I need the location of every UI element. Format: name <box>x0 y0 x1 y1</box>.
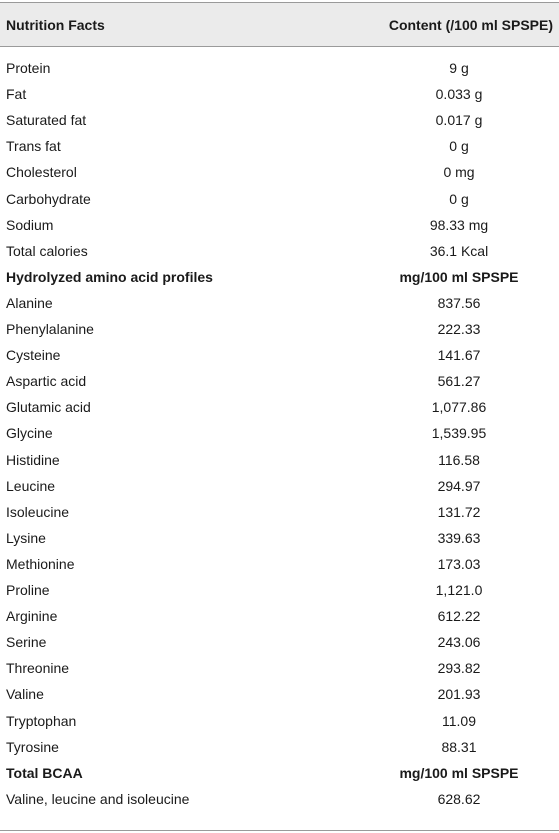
table-bottom-rule <box>0 830 559 831</box>
table-row <box>0 342 559 368</box>
row-label: Alanine <box>6 294 53 311</box>
table-row <box>0 420 559 446</box>
table-row <box>0 551 559 577</box>
row-value: 293.82 <box>437 660 481 677</box>
table-row <box>0 499 559 525</box>
table-row <box>0 603 559 629</box>
row-label: Serine <box>6 634 47 651</box>
table-row <box>0 473 559 499</box>
row-value: 9 g <box>449 60 469 76</box>
row-value: 131.72 <box>437 503 481 520</box>
row-value: 0.017 g <box>435 112 483 129</box>
row-label: Threonine <box>6 660 70 677</box>
row-label: Cholesterol <box>6 164 77 181</box>
table-row <box>0 81 559 107</box>
row-label: Total calories <box>6 242 88 259</box>
row-value: 1,121.0 <box>435 582 483 598</box>
section-header-row <box>0 760 559 786</box>
table-row <box>0 708 559 734</box>
table-row <box>0 394 559 420</box>
row-label: Total BCAA <box>6 764 83 781</box>
header-content: Content (/100 ml SPSPE) <box>388 16 553 33</box>
row-label: Cysteine <box>6 347 61 364</box>
row-label: Histidine <box>6 451 60 468</box>
row-value: 561.27 <box>437 373 481 390</box>
row-value: 837.56 <box>437 294 481 311</box>
row-label: Proline <box>6 582 50 598</box>
row-label: Phenylalanine <box>6 321 94 337</box>
table-row <box>0 734 559 760</box>
table-row <box>0 681 559 707</box>
row-label: Isoleucine <box>6 503 70 520</box>
table-row <box>0 655 559 681</box>
table-row <box>0 316 559 342</box>
row-label: Sodium <box>6 216 54 233</box>
section-header-row <box>0 264 559 290</box>
row-value: 612.22 <box>437 608 481 625</box>
table-row <box>0 368 559 394</box>
row-value: 294.97 <box>437 477 481 494</box>
row-label: Trans fat <box>6 138 61 155</box>
row-label: Valine, leucine and isoleucine <box>6 790 190 807</box>
table-row <box>0 290 559 316</box>
table-header-rule <box>0 46 559 47</box>
row-value: 0 g <box>449 190 469 207</box>
table-row <box>0 525 559 551</box>
row-label: Tryptophan <box>6 712 77 729</box>
row-label: Tyrosine <box>6 738 59 755</box>
row-value: 201.93 <box>437 686 481 703</box>
row-label: Aspartic acid <box>6 373 87 390</box>
row-value: 141.67 <box>437 347 481 364</box>
row-value: 36.1 Kcal <box>429 242 489 259</box>
row-label: Glycine <box>6 425 53 442</box>
table-row <box>0 447 559 473</box>
row-label: Lysine <box>6 529 46 546</box>
row-label: Saturated fat <box>6 112 87 129</box>
row-value: 173.03 <box>437 555 481 572</box>
table-row <box>0 238 559 264</box>
header-nutrition-facts: Nutrition Facts <box>6 16 105 33</box>
row-label: Arginine <box>6 608 58 625</box>
row-value: 243.06 <box>437 634 481 651</box>
row-value: mg/100 ml SPSPE <box>399 764 519 781</box>
row-label: Hydrolyzed amino acid profiles <box>6 268 213 285</box>
table-row <box>0 55 559 81</box>
row-value: 339.63 <box>437 529 481 546</box>
row-label: Protein <box>6 60 51 76</box>
row-label: Fat <box>6 86 27 103</box>
row-label: Carbohydrate <box>6 190 91 207</box>
table-row <box>0 107 559 133</box>
row-value: 11.09 <box>442 712 476 729</box>
row-value: 0 g <box>449 138 469 155</box>
row-label: Leucine <box>6 477 56 494</box>
row-value: 1,077.86 <box>431 399 487 416</box>
row-label: Methionine <box>6 555 75 572</box>
row-value: 222.33 <box>437 321 481 337</box>
table-row <box>0 629 559 655</box>
table-row <box>0 577 559 603</box>
row-value: 116.58 <box>438 451 480 468</box>
row-label: Glutamic acid <box>6 399 91 416</box>
row-value: 1,539.95 <box>431 425 487 442</box>
table-row <box>0 186 559 212</box>
row-value: 0 mg <box>443 164 475 181</box>
table-row <box>0 786 559 812</box>
table-row <box>0 133 559 159</box>
table-row <box>0 159 559 185</box>
row-value: 98.33 mg <box>429 216 489 233</box>
row-value: 88.31 <box>441 738 477 755</box>
table-row <box>0 212 559 238</box>
row-value: mg/100 ml SPSPE <box>399 268 519 285</box>
row-value: 0.033 g <box>435 86 483 103</box>
table-header-row <box>0 3 559 46</box>
row-value: 628.62 <box>437 790 481 807</box>
row-label: Valine <box>6 686 44 703</box>
